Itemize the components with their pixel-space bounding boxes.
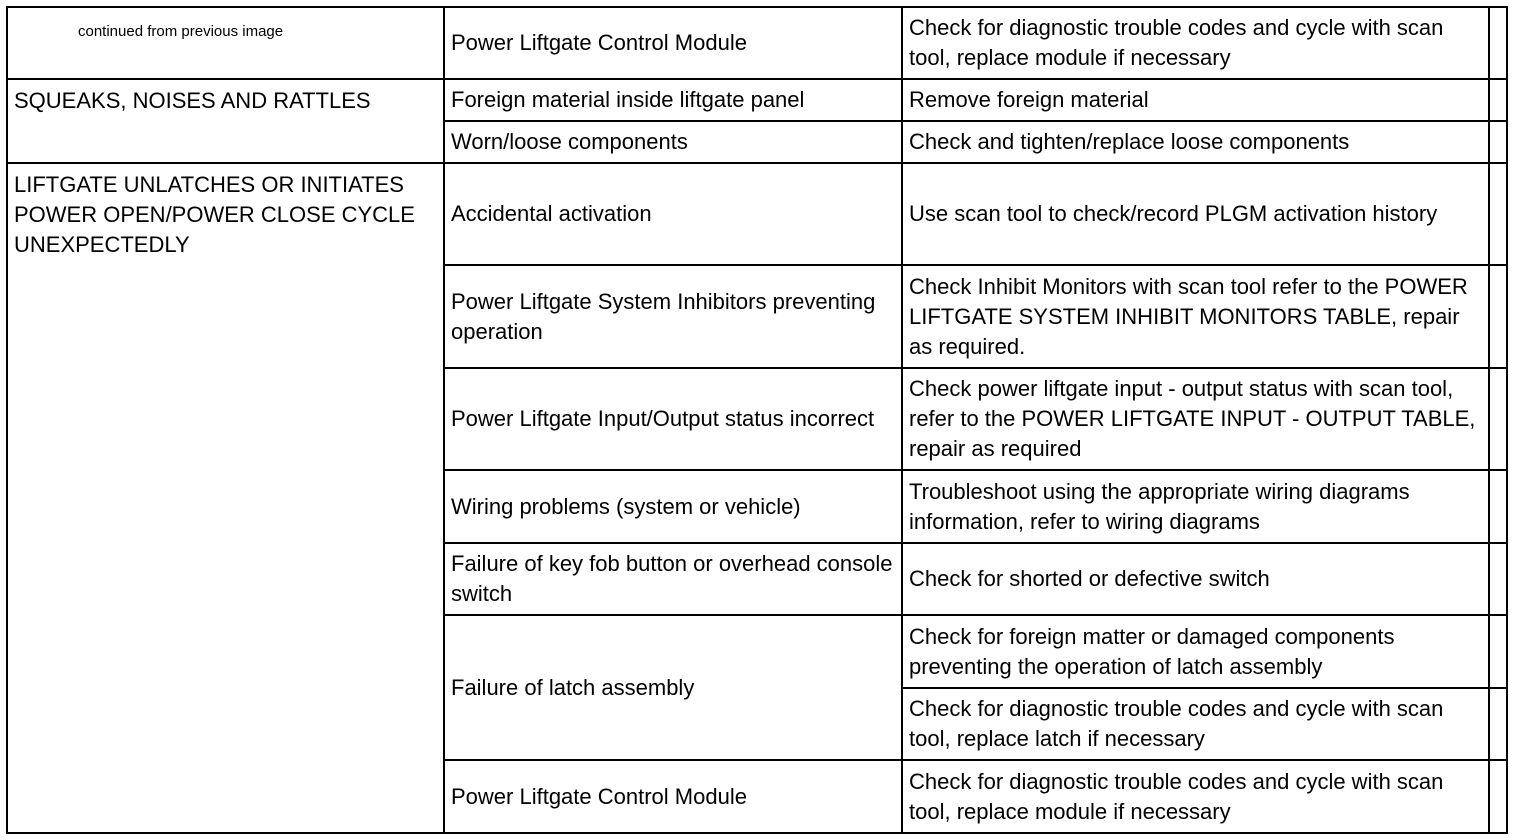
blank-cell (1489, 615, 1507, 688)
blank-cell (1489, 7, 1507, 79)
table-row (7, 79, 1507, 121)
correction-cell: Check for diagnostic trouble codes and cycle with scan tool, replace latch if necessary (902, 688, 1489, 760)
correction-cell: Check power liftgate input - output status with scan tool, refer to the POWER LIFTGATE INPUT - OUTPUT TABLE, repair as required (902, 368, 1489, 470)
table-row (7, 163, 1507, 265)
blank-cell (1489, 79, 1507, 121)
blank-cell (1489, 265, 1507, 368)
cause-cell: Wiring problems (system or vehicle) (444, 470, 902, 543)
blank-cell (1489, 543, 1507, 615)
diagnosis-table (6, 6, 1508, 834)
correction-cell: Use scan tool to check/record PLGM activation history (902, 163, 1489, 265)
condition-cell: SQUEAKS, NOISES AND RATTLES (7, 79, 444, 163)
cause-cell: Power Liftgate Control Module (444, 7, 902, 79)
table-row (7, 7, 1507, 79)
blank-cell (1489, 368, 1507, 470)
cause-cell: Accidental activation (444, 163, 902, 265)
cause-cell: Power Liftgate Input/Output status incorrect (444, 368, 902, 470)
cause-cell: Power Liftgate Control Module (444, 760, 902, 833)
correction-cell: Check and tighten/replace loose components (902, 121, 1489, 163)
cause-cell: Worn/loose components (444, 121, 902, 163)
blank-cell (1489, 688, 1507, 760)
correction-cell: Check for diagnostic trouble codes and cycle with scan tool, replace module if necessary (902, 760, 1489, 833)
continued-note: continued from previous image (7, 7, 444, 79)
cause-cell: Failure of key fob button or overhead console switch (444, 543, 902, 615)
condition-cell: LIFTGATE UNLATCHES OR INITIATES POWER OPEN/POWER CLOSE CYCLE UNEXPECTEDLY (7, 163, 444, 833)
correction-cell: Check Inhibit Monitors with scan tool refer to the POWER LIFTGATE SYSTEM INHIBIT MONITORS TABLE, repair as required. (902, 265, 1489, 368)
blank-cell (1489, 760, 1507, 833)
blank-cell (1489, 470, 1507, 543)
blank-cell (1489, 121, 1507, 163)
cause-cell: Power Liftgate System Inhibitors preventing operation (444, 265, 902, 368)
correction-cell: Remove foreign material (902, 79, 1489, 121)
correction-cell: Check for foreign matter or damaged components preventing the operation of latch assembly (902, 615, 1489, 688)
cause-cell: Failure of latch assembly (444, 615, 902, 760)
correction-cell: Check for diagnostic trouble codes and cycle with scan tool, replace module if necessary (902, 7, 1489, 79)
cause-cell: Foreign material inside liftgate panel (444, 79, 902, 121)
correction-cell: Check for shorted or defective switch (902, 543, 1489, 615)
correction-cell: Troubleshoot using the appropriate wiring diagrams information, refer to wiring diagrams (902, 470, 1489, 543)
blank-cell (1489, 163, 1507, 265)
